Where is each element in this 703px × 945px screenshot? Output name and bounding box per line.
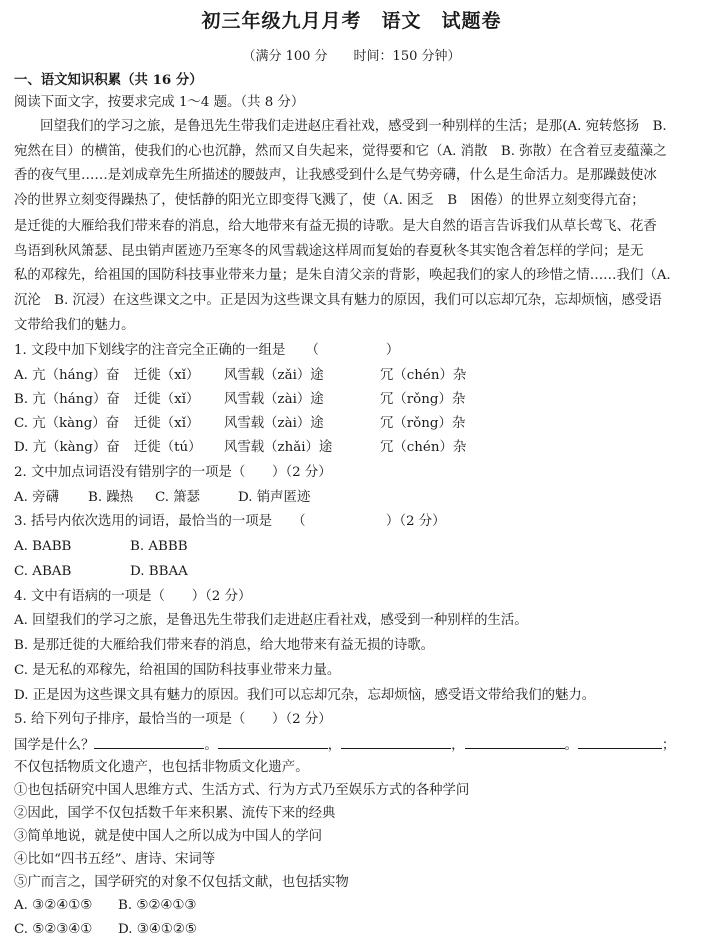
q1-option-a-2: 迁徙（xǐ）: [134, 368, 200, 383]
answer-blank[interactable]: [218, 734, 328, 749]
passage-line: 是迁徙的大雁给我们带来春的消息，给大地带来有益无损的诗歌。是大自然的语言告诉我们从草长莺飞、花香: [14, 219, 657, 234]
q4-option-b: B. 是那迁徙的大雁给我们带来春的消息，给大地带来有益无损的诗歌。: [14, 638, 435, 653]
q1-option-b: B. 亢（háng）奋: [14, 392, 120, 407]
question-2: 2. 文中加点词语没有错别字的一项是（ ）（2 分）: [14, 465, 332, 480]
passage-line: 鸟语到秋风箫瑟、昆虫销声匿迹乃至寒冬的风雪载途这样周而复始的春夏秋冬其实饱含着怎样的学问；是无: [14, 244, 644, 259]
q4-option-a: A. 回望我们的学习之旅，是鲁迅先生带我们走进赵庄看社戏，感受到一种别样的生活。: [14, 613, 528, 628]
q5-option-d: D. ③④①②⑤: [118, 922, 197, 937]
question-4: 4. 文中有语病的一项是（ ）（2 分）: [14, 589, 252, 604]
q5-prompt: 国学是什么？: [14, 738, 95, 753]
passage-line: 私的邓稼先，给祖国的国防科技事业带来力量；是朱自清父亲的背影，唤起我们的家人的珍惜之情……我们（A.: [14, 268, 671, 283]
q5-punct: ；: [661, 738, 676, 753]
q1-option-b-3: 风雪载（zài）途: [224, 392, 324, 407]
q2-option-b: B. 躁热: [88, 490, 134, 505]
q1-option-c-3: 风雪载（zài）途: [224, 416, 324, 431]
passage-line: 冷的世界立刻变得躁热了，使恬静的阳光立即变得飞溅了，使（A. 困乏 B 困倦）的世界立刻变得亢奋；: [14, 193, 645, 208]
page-title: 初三年级九月月考 语文 试题卷: [201, 10, 502, 32]
q4-option-c: C. 是无私的邓稼先，给祖国的国防科技事业带来力量。: [14, 663, 341, 678]
exam-info: （满分 100 分 时间：150 分钟）: [242, 49, 461, 64]
section-heading: 一、语文知识积累（共 16 分）: [14, 72, 203, 88]
instruction: 阅读下面文字，按要求完成 1～4 题。（共 8 分）: [14, 95, 305, 110]
answer-blank[interactable]: [578, 734, 662, 749]
q1-option-c-2: 迁徙（xǐ）: [134, 416, 200, 431]
q1-option-d-2: 迁徙（tú）: [134, 440, 202, 455]
q5-sentence: ⑤广而言之，国学研究的对象不仅包括文献，也包括实物: [14, 875, 349, 890]
q3-option-a: A. BABB: [14, 539, 72, 554]
answer-blank[interactable]: [341, 734, 451, 749]
q2-option-c: C. 箫瑟: [155, 490, 201, 505]
q5-option-a: A. ③②④①⑤: [14, 898, 93, 913]
answer-blank[interactable]: [465, 734, 565, 749]
q5-punct: 。: [564, 738, 578, 753]
passage-line: 文带给我们的魅力。: [14, 318, 135, 333]
q5-option-b: B. ⑤②④①③: [118, 898, 197, 913]
passage-line: 回望我们的学习之旅，是鲁迅先生带我们走进赵庄看社戏，感受到一种别样的生活；是那(A. 宛转悠扬 B.: [40, 119, 667, 134]
q1-option-b-2: 迁徙（xǐ）: [134, 392, 200, 407]
q3-option-b: B. ABBB: [130, 539, 188, 554]
q5-punct: ，: [451, 738, 465, 753]
q1-option-a-3: 风雪载（zǎi）途: [224, 368, 324, 383]
passage-line: 沉沦 B. 沉浸）在这些课文之中。正是因为这些课文具有魅力的原因，我们可以忘却冗杂，忘却烦恼，感受语: [14, 293, 662, 308]
passage-line: 香的夜气里……是刘成章先生所描述的腰鼓声，让我感受到什么是气势旁礴，什么是生命活力。是那躁鼓使冰: [14, 168, 657, 183]
q5-statement: 不仅包括物质文化遗产，也包括非物质文化遗产。: [14, 760, 309, 775]
question-5: 5. 给下列句子排序，最恰当的一项是（ ）（2 分）: [14, 712, 332, 727]
q5-prompt-line: [14, 734, 693, 756]
q1-option-c-4: 冗（rǒng）杂: [380, 416, 466, 431]
q3-option-c: C. ABAB: [14, 564, 72, 579]
q3-option-d: D. BBAA: [130, 564, 188, 579]
q5-sentence: ④比如“四书五经”、唐诗、宋词等: [14, 852, 216, 867]
q5-sentence: ①也包括研究中国人思维方式、生活方式、行为方式乃至娱乐方式的各种学问: [14, 783, 470, 798]
q1-option-d-4: 冗（chén）杂: [380, 440, 467, 455]
q2-option-a: A. 旁礴: [14, 490, 59, 505]
answer-blank[interactable]: [94, 734, 204, 749]
q1-option-b-4: 冗（rǒng）杂: [380, 392, 466, 407]
passage-line: 宛然在目）的横笛，使我们的心也沉静，然而又自失起来，觉得要和它（A. 消散 B. 弥散）在含着豆麦蕴藻之: [14, 144, 667, 159]
q1-option-d-3: 风雪载（zhǎi）途: [224, 440, 333, 455]
q5-sentence: ③简单地说，就是使中国人之所以成为中国人的学问: [14, 829, 322, 844]
q5-sentence: ②因此，国学不仅包括数千年来积累、流传下来的经典: [14, 806, 336, 821]
q1-option-d: D. 亢（kàng）奋: [14, 440, 120, 455]
q2-option-d: D. 销声匿迹: [238, 490, 311, 505]
q5-option-c: C. ⑤②③④①: [14, 922, 93, 937]
q5-punct: ，: [327, 738, 342, 753]
q4-option-d: D. 正是因为这些课文具有魅力的原因。我们可以忘却冗杂，忘却烦恼，感受语文带给我们的魅力。: [14, 688, 596, 703]
q1-option-c: C. 亢（kàng）奋: [14, 416, 120, 431]
q5-punct: 。: [204, 738, 218, 753]
question-1: 1. 文段中加下划线字的注音完全正确的一组是 （ ）: [14, 343, 400, 358]
q1-option-a: A. 亢（háng）奋: [14, 368, 120, 383]
question-3: 3. 括号内依次选用的词语，最恰当的一项是 （ ）（2 分）: [14, 514, 446, 529]
q1-option-a-4: 冗（chén）杂: [380, 368, 467, 383]
